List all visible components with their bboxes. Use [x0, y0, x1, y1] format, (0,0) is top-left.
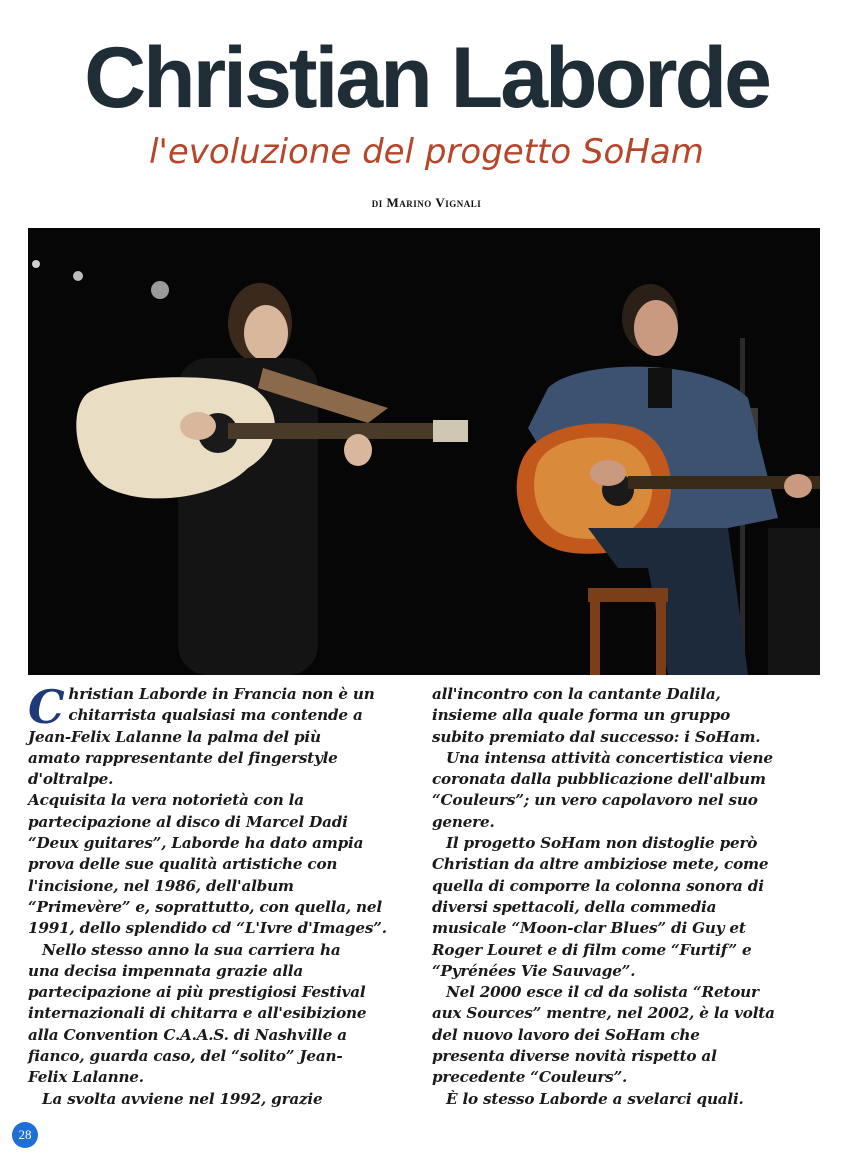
text-line: Una intensa attività concertistica viene	[446, 748, 773, 767]
text-line: l'incisione, nel 1986, dell'album	[28, 876, 294, 895]
text-line: Nel 2000 esce il cd da solista “Retour	[446, 983, 759, 1002]
text-line: Nello stesso anno la sua carriera ha	[42, 940, 341, 959]
text-line: Acquisita la vera notorietà con la	[28, 791, 304, 810]
text-line: internazionali di chitarra e all'esibizione	[28, 1004, 367, 1023]
text-line: “Primevère” e, soprattutto, con quella, nel	[28, 897, 382, 916]
text-line: coronata dalla pubblicazione dell'album	[432, 770, 766, 789]
text-line: hristian Laborde in Francia non è un	[68, 685, 375, 703]
text-line: precedente “Couleurs”.	[432, 1068, 628, 1087]
text-line: una decisa impennata grazie alla	[28, 961, 304, 980]
text-line: amato rappresentante del fingerstyle	[28, 748, 338, 767]
text-line: prova delle sue qualità artistiche con	[28, 855, 338, 874]
concert-photo	[28, 228, 820, 675]
text-line: insieme alla quale forma un gruppo	[432, 706, 731, 725]
text-line: aux Sources” mentre, nel 2002, è la volta	[432, 1004, 775, 1023]
article-column-left	[28, 680, 423, 1110]
text-line: alla Convention C.A.A.S. di Nashville a	[28, 1025, 347, 1044]
text-line: subito premiato dal successo: i SoHam.	[432, 727, 761, 746]
text-line: chitarrista qualsiasi ma contende a	[68, 706, 363, 725]
text-line: genere.	[432, 812, 495, 831]
text-line: La svolta avviene nel 1992, grazie	[42, 1089, 323, 1108]
text-line: partecipazione al disco di Marcel Dadi	[28, 812, 348, 831]
text-line: È lo stesso Laborde a svelarci quali.	[446, 1089, 744, 1108]
text-line: Christian da altre ambiziose mete, come	[432, 855, 769, 874]
byline: di Marino Vignali	[371, 195, 482, 210]
text-line: all'incontro con la cantante Dalila,	[432, 685, 721, 703]
text-line: musicale “Moon-clar Blues” di Guy et	[432, 919, 746, 938]
text-line: Felix Lalanne.	[28, 1068, 144, 1087]
text-line: presenta diverse novità rispetto al	[432, 1047, 717, 1066]
dropcap-letter: C	[28, 680, 65, 734]
text-line: del nuovo lavoro dei SoHam che	[432, 1025, 700, 1044]
text-line: “Couleurs”; un vero capolavoro nel suo	[432, 791, 758, 810]
text-line: Il progetto SoHam non distoglie però	[446, 834, 758, 853]
text-line: d'oltralpe.	[28, 770, 114, 789]
text-line: diversi spettacoli, della commedia	[432, 897, 717, 916]
article-subtitle: l'evoluzione del progetto SoHam	[149, 132, 704, 172]
text-line: Jean-Felix Lalanne la palma del più	[28, 727, 321, 746]
article-column-right	[432, 684, 827, 1110]
article-title: Christian Laborde	[84, 30, 769, 126]
page-number-badge: 28	[12, 1122, 38, 1148]
text-line: “Deux guitares”, Laborde ha dato ampia	[28, 834, 364, 853]
text-line: Roger Louret e di film come “Furtif” e	[432, 940, 752, 959]
text-line: “Pyrénées Vie Sauvage”.	[432, 961, 636, 980]
text-line: quella di comporre la colonna sonora di	[432, 876, 764, 895]
text-line: partecipazione ai più prestigiosi Festival	[28, 983, 366, 1002]
text-line: fianco, guarda caso, del “solito” Jean-	[28, 1047, 343, 1066]
text-line: 1991, dello splendido cd “L'Ivre d'Images”.	[28, 919, 387, 938]
